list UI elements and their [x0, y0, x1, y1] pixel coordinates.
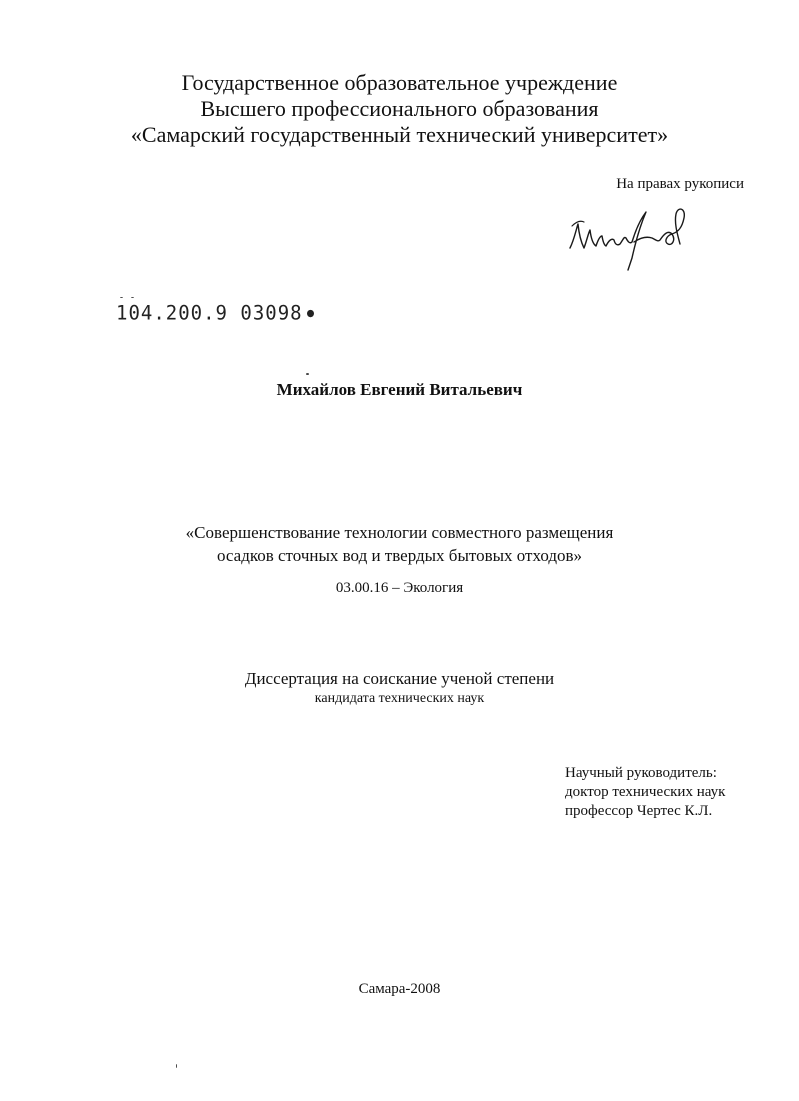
advisor-line-2: доктор технических наук: [565, 784, 726, 800]
scan-speck: [120, 297, 123, 298]
author-name: Михайлов Евгений Витальевич: [276, 380, 523, 399]
city-year: Самара-2008: [358, 981, 441, 997]
scan-speck: [131, 297, 134, 298]
scan-speck: [176, 1064, 177, 1068]
degree-line-2: кандидата технических наук: [314, 691, 485, 706]
manuscript-note: На правах рукописи: [616, 176, 744, 192]
advisor-line-3: профессор Чертес К.Л.: [565, 803, 713, 819]
author-signature: [560, 200, 690, 272]
degree-line-1: Диссертация на соискание ученой степени: [244, 669, 555, 688]
institution-line-1: Государственное образовательное учреждение: [181, 70, 618, 95]
institution-line-2: Высшего профессионального образования: [200, 96, 599, 121]
archive-code-text: 104.200.9 03098: [116, 301, 303, 325]
archive-code: [116, 301, 314, 324]
institution-line-3: «Самарский государственный технический университет»: [130, 122, 669, 147]
specialty-code: 03.00.16 – Экология: [335, 580, 464, 596]
advisor-block: [565, 764, 725, 821]
title-line-1: «Совершенствование технологии совместного размещения: [185, 523, 614, 542]
archive-dot-icon: [307, 310, 314, 317]
title-line-2: осадков сточных вод и твердых бытовых отходов»: [216, 546, 583, 565]
scan-speck: [306, 373, 309, 375]
advisor-line-1: Научный руководитель:: [565, 765, 717, 781]
